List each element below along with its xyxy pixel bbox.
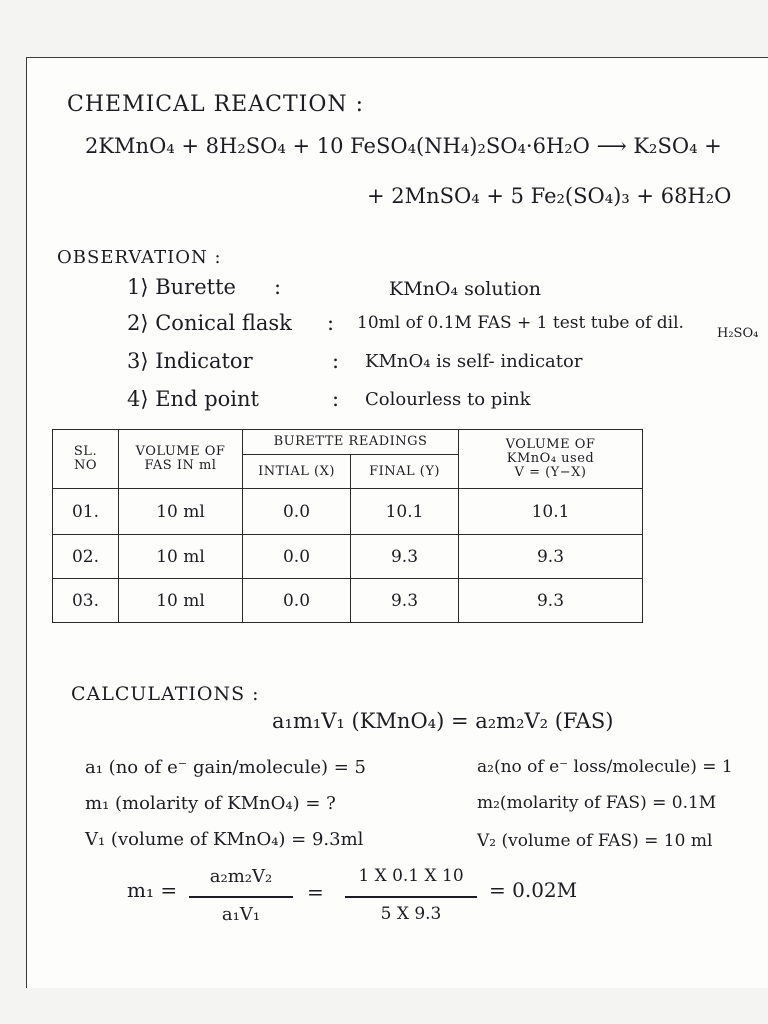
table-row bbox=[53, 489, 643, 535]
notebook-page bbox=[26, 57, 768, 988]
obs-flask-value: 10ml of 0.1M FAS + 1 test tube of dil. bbox=[357, 313, 684, 333]
header-sl-no bbox=[53, 430, 119, 489]
def-v2: V₂ (volume of FAS) = 10 ml bbox=[477, 831, 713, 851]
table-row bbox=[53, 535, 643, 579]
obs-indicator-sep: : bbox=[332, 349, 340, 373]
header-volume-kmno4 bbox=[459, 430, 643, 489]
cell-sl: 02. bbox=[53, 535, 119, 579]
def-m1: m₁ (molarity of KMnO₄) = ? bbox=[85, 793, 336, 814]
header-sl-no-text: SL. NO bbox=[73, 444, 98, 473]
calc-fraction1-denominator: a₁V₁ bbox=[221, 904, 261, 925]
calc-equals: = bbox=[307, 880, 324, 904]
header-burette-title: BURETTE READINGS bbox=[243, 430, 458, 455]
calc-fraction2-numerator: 1 X 0.1 X 10 bbox=[358, 866, 464, 886]
def-a1: a₁ (no of e⁻ gain/molecule) = 5 bbox=[85, 757, 367, 778]
cell-volume-kmno4: 9.3 bbox=[459, 579, 643, 623]
observation-heading: OBSERVATION : bbox=[57, 247, 222, 268]
cell-final: 9.3 bbox=[351, 535, 459, 579]
calculations-heading: CALCULATIONS : bbox=[71, 683, 260, 705]
header-burette-sub bbox=[243, 455, 458, 488]
calc-m1-label: m₁ = bbox=[127, 878, 178, 902]
header-burette-readings bbox=[243, 430, 459, 489]
cell-volume-fas: 10 ml bbox=[119, 489, 243, 535]
header-final: FINAL (Y) bbox=[369, 464, 440, 479]
calc-fraction2-denominator: 5 X 9.3 bbox=[380, 904, 442, 924]
obs-indicator-label: 3⟩ Indicator bbox=[127, 349, 253, 373]
cell-volume-fas: 10 ml bbox=[119, 535, 243, 579]
cell-initial: 0.0 bbox=[243, 579, 351, 623]
cell-volume-kmno4: 9.3 bbox=[459, 535, 643, 579]
obs-burette-label: 1⟩ Burette bbox=[127, 275, 236, 299]
cell-initial: 0.0 bbox=[243, 489, 351, 535]
def-m2: m₂(molarity of FAS) = 0.1M bbox=[477, 793, 717, 813]
cell-final: 10.1 bbox=[351, 489, 459, 535]
calc-fraction1-numerator: a₂m₂V₂ bbox=[209, 866, 273, 887]
cell-initial: 0.0 bbox=[243, 535, 351, 579]
calc-fraction2-bar bbox=[345, 896, 477, 898]
obs-indicator-value: KMnO₄ is self- indicator bbox=[365, 351, 583, 372]
reaction-heading: CHEMICAL REACTION : bbox=[67, 92, 365, 117]
obs-flask-label: 2⟩ Conical flask bbox=[127, 311, 292, 335]
obs-flask-sep: : bbox=[327, 311, 335, 335]
cell-sl: 01. bbox=[53, 489, 119, 535]
reaction-equation-line1: 2KMnO₄ + 8H₂SO₄ + 10 FeSO₄(NH₄)₂SO₄·6H₂O ⟶ K₂SO₄ + bbox=[85, 134, 722, 158]
observation-table bbox=[52, 429, 643, 623]
header-initial: INTIAL (X) bbox=[243, 455, 351, 488]
cell-final: 9.3 bbox=[351, 579, 459, 623]
calc-fraction1-bar bbox=[189, 896, 293, 898]
def-a2: a₂(no of e⁻ loss/molecule) = 1 bbox=[477, 757, 733, 777]
header-volume-fas bbox=[119, 430, 243, 489]
header-volume-kmno4-text: VOLUME OF KMnO₄ used V = (Y−X) bbox=[505, 437, 596, 480]
obs-burette-sep: : bbox=[274, 275, 282, 299]
def-v1: V₁ (volume of KMnO₄) = 9.3ml bbox=[85, 829, 364, 850]
cell-sl: 03. bbox=[53, 579, 119, 623]
obs-burette-value: KMnO₄ solution bbox=[389, 278, 542, 300]
cell-volume-kmno4: 10.1 bbox=[459, 489, 643, 535]
header-volume-fas-text: VOLUME OF FAS IN ml bbox=[135, 444, 226, 473]
cell-volume-fas: 10 ml bbox=[119, 579, 243, 623]
obs-endpoint-value: Colourless to pink bbox=[365, 389, 531, 410]
table-row bbox=[53, 579, 643, 623]
obs-endpoint-label: 4⟩ End point bbox=[127, 387, 259, 411]
obs-endpoint-sep: : bbox=[332, 387, 340, 411]
reaction-equation-line2: + 2MnSO₄ + 5 Fe₂(SO₄)₃ + 68H₂O bbox=[367, 184, 732, 208]
obs-flask-acid: H₂SO₄ bbox=[717, 326, 759, 341]
calc-result: = 0.02M bbox=[489, 878, 578, 902]
table-header-row bbox=[53, 430, 643, 489]
titration-formula: a₁m₁V₁ (KMnO₄) = a₂m₂V₂ (FAS) bbox=[272, 709, 614, 733]
